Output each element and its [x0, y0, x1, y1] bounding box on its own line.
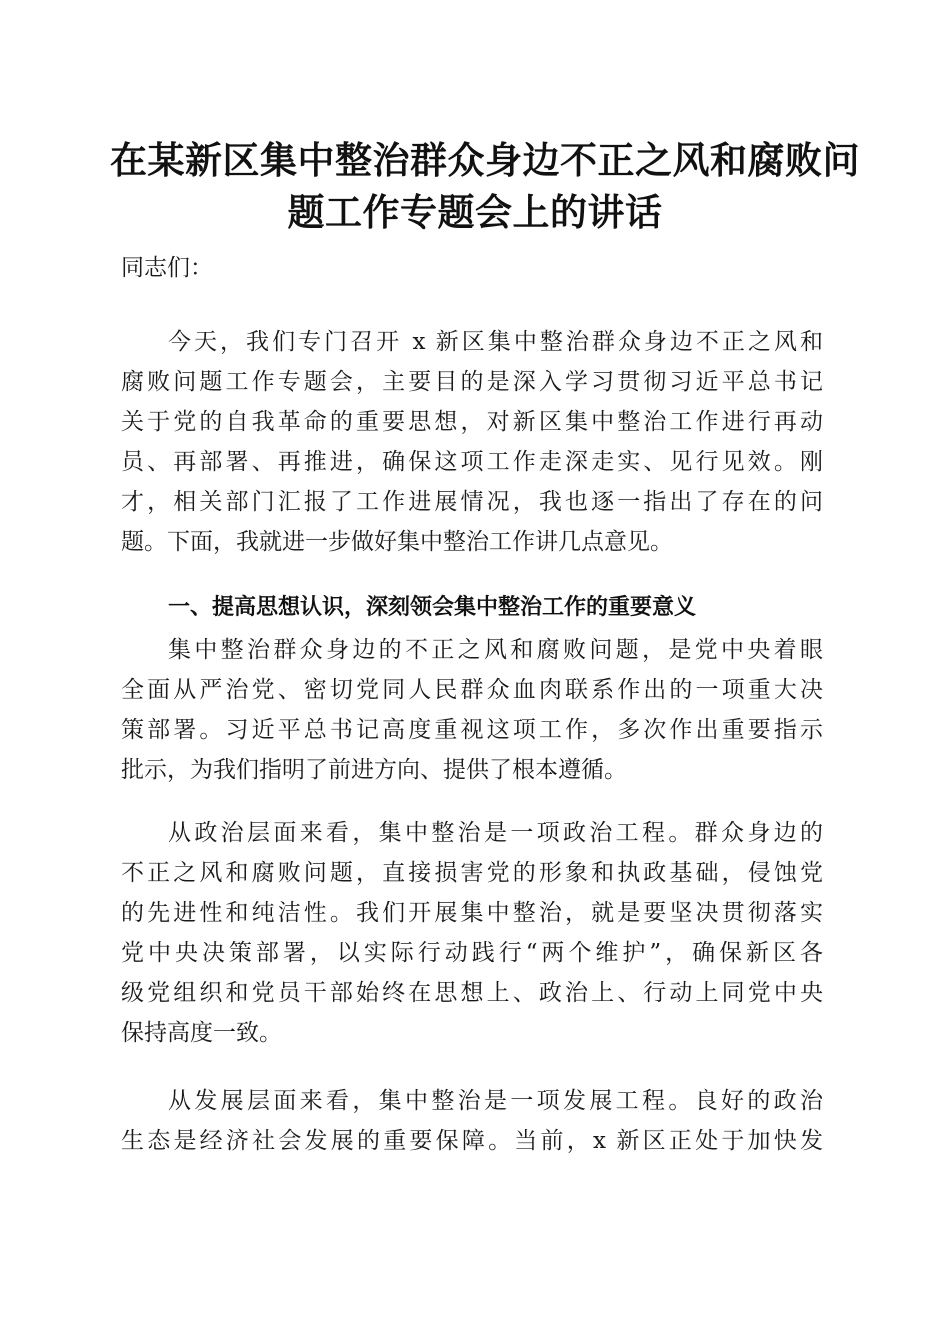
paragraph-line: 党中央决策部署，以实际行动践行“两个维护”，确保新区各	[121, 940, 823, 966]
salutation: 同志们：	[121, 255, 213, 281]
paragraph-line: 题。下面，我就进一步做好集中整治工作讲几点意见。	[121, 529, 673, 555]
paragraph-3	[121, 813, 823, 1053]
title-line: 题工作专题会上的讲话	[287, 190, 663, 234]
paragraph-line: 策部署。习近平总书记高度重视这项工作，多次作出重要指示	[121, 717, 823, 743]
paragraph-line: 从政治层面来看，集中整治是一项政治工程。群众身边的	[168, 820, 823, 846]
paragraph-line: 全面从严治党、密切党同人民群众血肉联系作出的一项重大决	[121, 677, 823, 703]
paragraph-line: 批示，为我们指明了前进方向、提供了根本遵循。	[121, 757, 627, 783]
paragraph-line: 集中整治群众身边的不正之风和腐败问题，是党中央着眼	[168, 637, 823, 663]
paragraph-line: 才，相关部门汇报了工作进展情况，我也逐一指出了存在的问	[121, 489, 823, 515]
paragraph-4	[121, 1081, 823, 1161]
paragraph-line: 保持高度一致。	[121, 1020, 282, 1046]
paragraph-line: 今天，我们专门召开 x 新区集中整治群众身边不正之风和	[168, 329, 823, 355]
paragraph-line: 生态是经济社会发展的重要保障。当前，x 新区正处于加快发	[121, 1128, 823, 1154]
paragraph-line: 级党组织和党员干部始终在思想上、政治上、行动上同党中央	[121, 980, 823, 1006]
paragraph-line: 从发展层面来看，集中整治是一项发展工程。良好的政治	[168, 1088, 823, 1114]
paragraph-line: 的先进性和纯洁性。我们开展集中整治，就是要坚决贯彻落实	[121, 900, 823, 926]
paragraph-1	[121, 322, 823, 562]
paragraph-line: 员、再部署、再推进，确保这项工作走深走实、见行见效。刚	[121, 449, 823, 475]
document-title	[110, 134, 860, 238]
section-heading-1: 一、提高思想认识，深刻领会集中整治工作的重要意义	[168, 595, 697, 620]
paragraph-line: 关于党的自我革命的重要思想，对新区集中整治工作进行再动	[121, 409, 823, 435]
paragraph-2	[121, 630, 823, 790]
paragraph-line: 不正之风和腐败问题，直接损害党的形象和执政基础，侵蚀党	[121, 860, 823, 886]
paragraph-line: 腐败问题工作专题会，主要目的是深入学习贯彻习近平总书记	[121, 369, 823, 395]
title-line: 在某新区集中整治群众身边不正之风和腐败问	[110, 138, 860, 182]
